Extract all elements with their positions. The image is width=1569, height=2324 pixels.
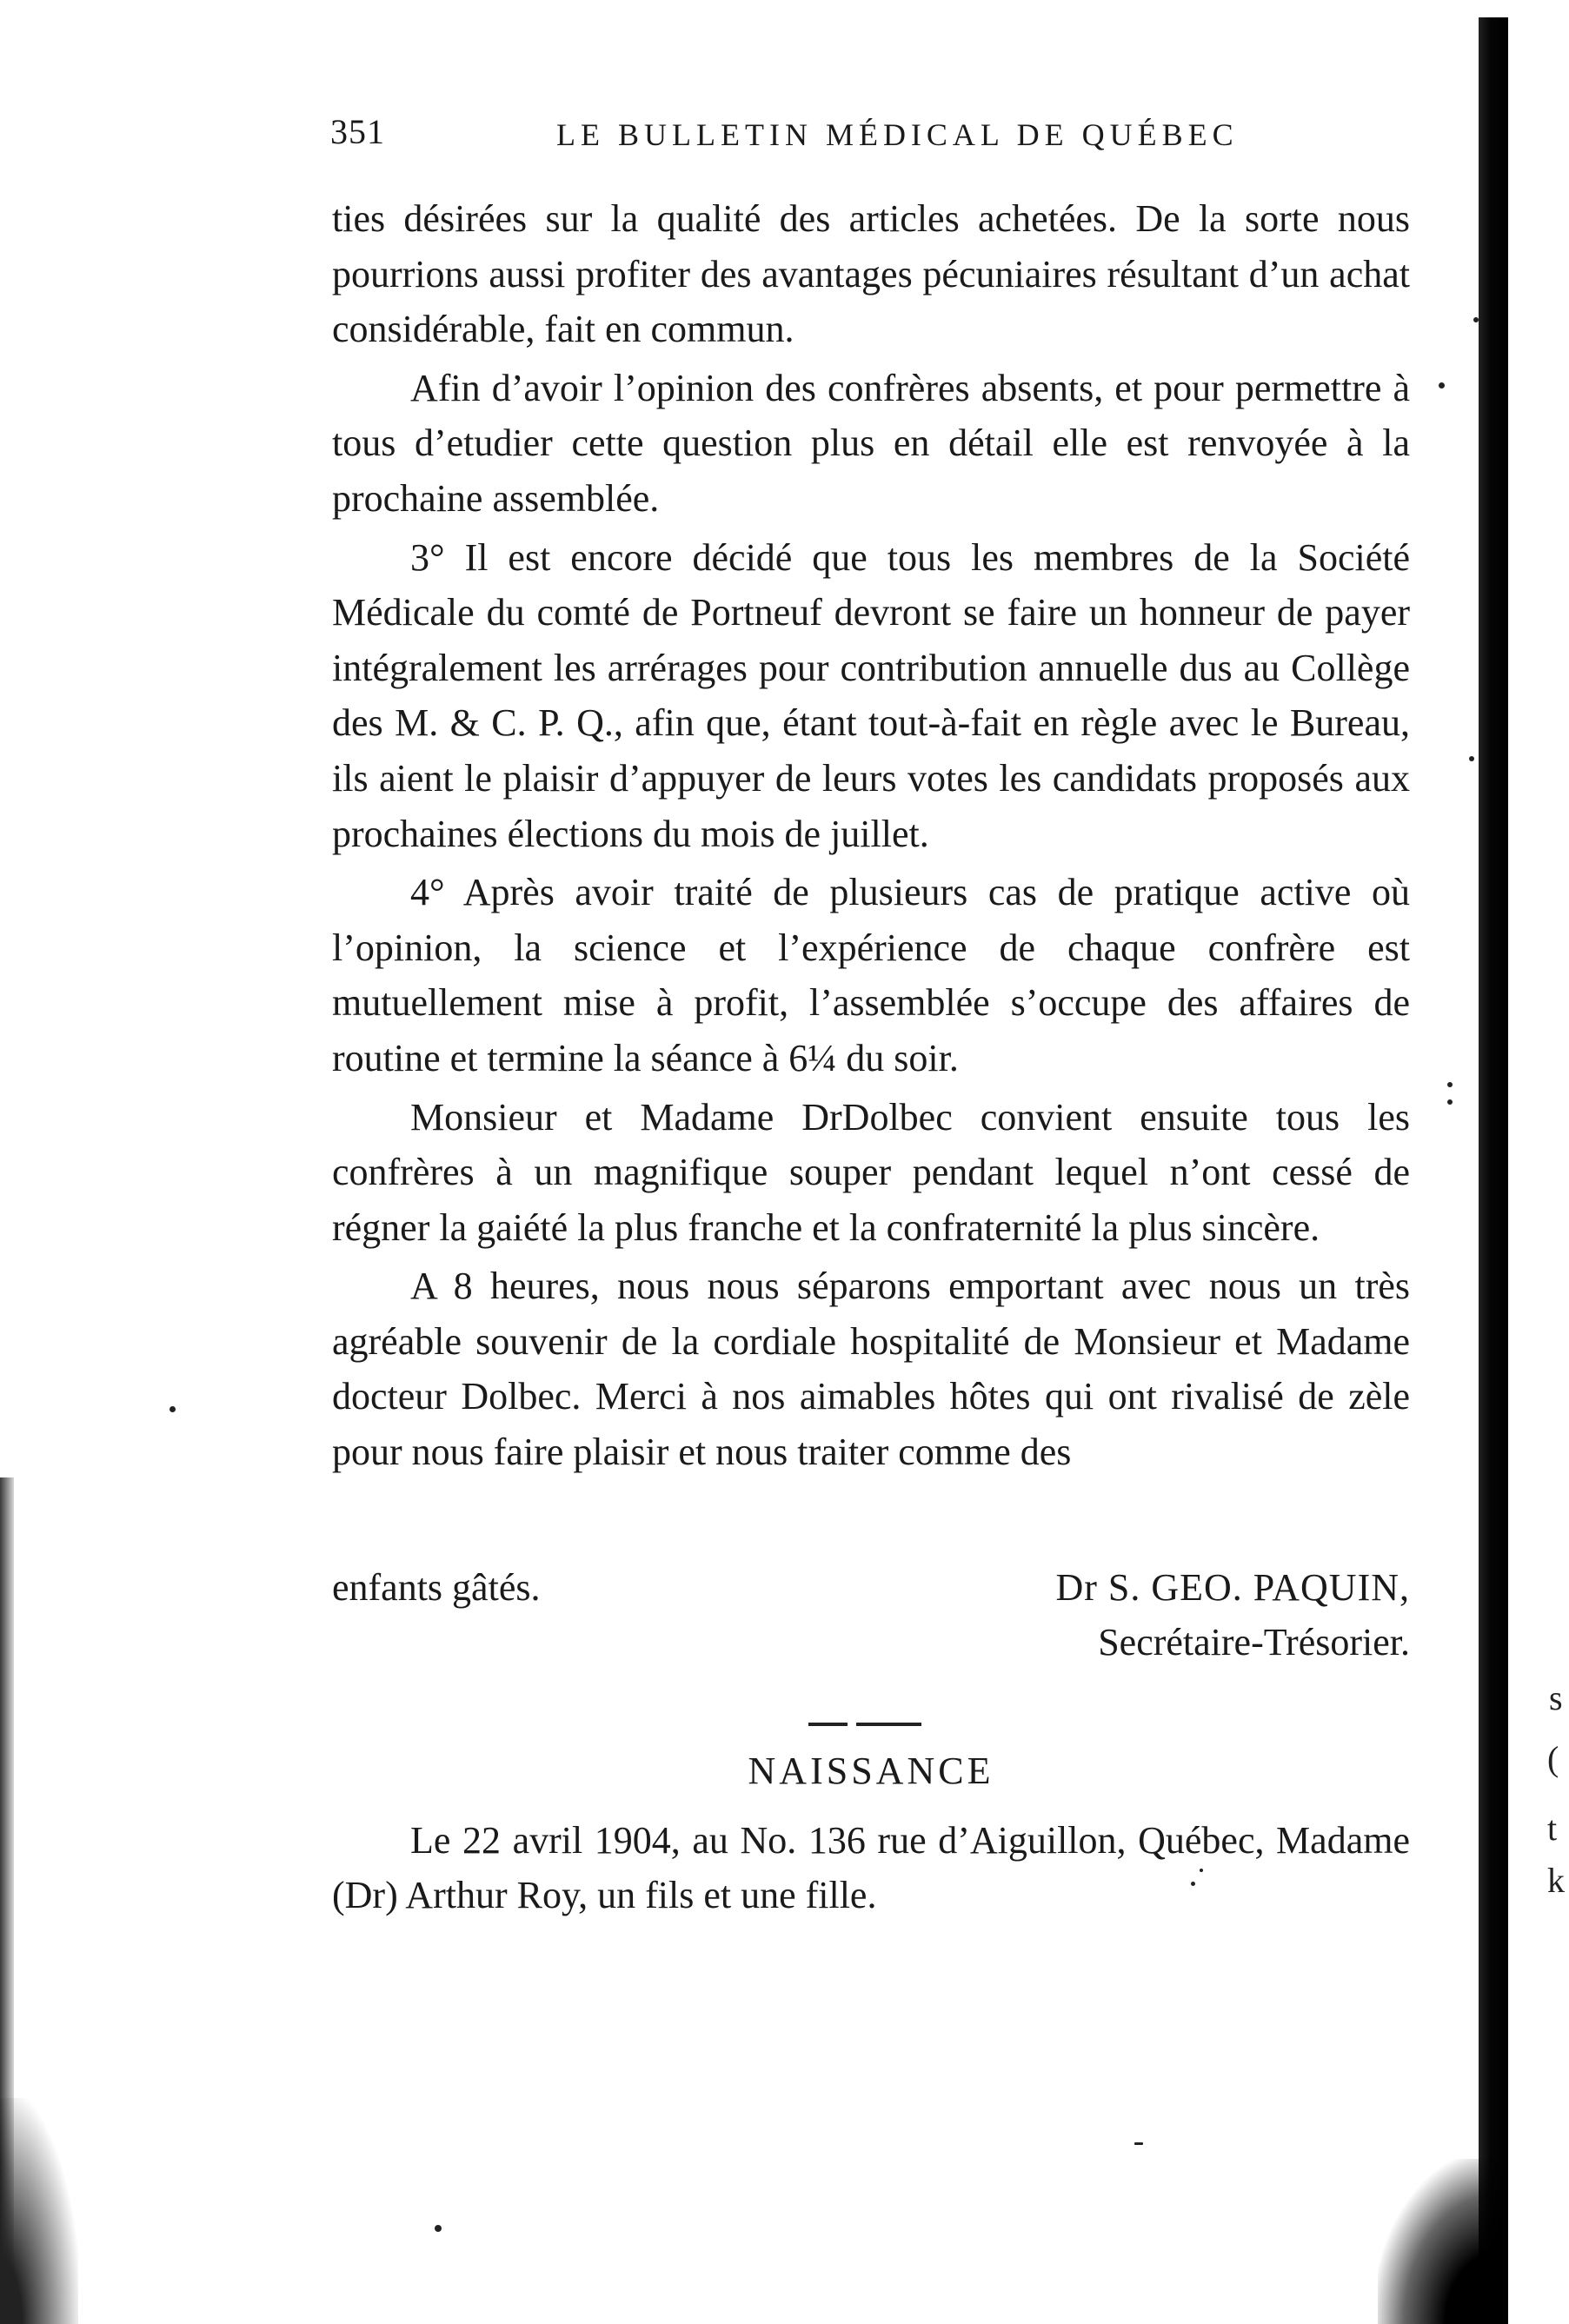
paragraph-item-4: 4° Après avoir traité de plusieurs cas de pratique active où l’opinion, la science et l’expérience de chaque confrère est mutuellement mise à profit, l’assemblée s’occupe des affaires de routine et termine la séance à 6¼ du soir.	[332, 871, 1410, 1079]
running-title: LE BULLETIN MÉDICAL DE QUÉBEC	[556, 117, 1239, 152]
margin-mark-paren: (	[1547, 1739, 1559, 1778]
scan-speck	[1447, 1082, 1453, 1087]
scan-shadow-bottom-left	[0, 2098, 78, 2324]
scan-speck	[1200, 1869, 1203, 1872]
closing-words: enfants gâtés.	[332, 1566, 541, 1609]
section-divider	[808, 1723, 921, 1726]
body-text	[332, 191, 1410, 1480]
scan-shadow-bottom-right	[1378, 2159, 1508, 2324]
birth-announcement	[332, 1813, 1410, 1922]
scan-speck	[1469, 756, 1474, 761]
paragraph-continuation: ties désirées sur la qualité des articles achetées. De la sorte nous pourrions aussi profiter des avantages pécuniaires résultant d’un achat considérable, fait en commun.	[332, 197, 1410, 351]
signature-title: Secrétaire-Trésorier.	[1098, 1621, 1410, 1663]
scan-speck	[1447, 1099, 1453, 1105]
margin-mark-k: k	[1547, 1861, 1565, 1900]
paragraph-item-3: 3° Il est encore décidé que tous les membres de la Société Médicale du comté de Portneuf devront se faire un honneur de payer intégralement les arrérages pour contribution annuelle dus au Collège des M. & C. P. Q., afin que, étant tout-à-fait en règle avec le Bureau, ils aient le plaisir d’appuyer de leurs votes les candidats proposés aux prochaines élections du mois de juillet.	[332, 535, 1410, 855]
scan-speck	[1473, 317, 1479, 322]
scan-speck	[435, 2225, 442, 2232]
margin-mark-s: s	[1549, 1678, 1563, 1717]
signature-name: Dr S. GEO. PAQUIN,	[1055, 1566, 1410, 1609]
paragraph-depart: A 8 heures, nous nous séparons emportant avec nous un très agréable souvenir de la cordiale hospitalité de Monsieur et Madame docteur Dolbec. Merci à nos aimables hôtes qui ont rivalisé de zèle pour nous faire plaisir et nous traiter comme des	[332, 1265, 1410, 1474]
scan-speck	[170, 1406, 176, 1412]
scan-speck	[1134, 2142, 1143, 2145]
scan-speck	[1439, 382, 1445, 388]
paragraph-souper: Monsieur et Madame DrDolbec convient ensuite tous les confrères à un magnifique souper pendant lequel n’ont cessé de régner la gaiété la plus franche et la confraternité la plus sincère.	[332, 1095, 1410, 1249]
page-header	[330, 111, 1408, 163]
announcement-text: Le 22 avril 1904, au No. 136 rue d’Aiguillon, Québec, Madame (Dr) Arthur Roy, un fils et une fille.	[332, 1819, 1410, 1916]
section-title: NAISSANCE	[748, 1750, 994, 1792]
page-number: 351	[330, 112, 385, 151]
paragraph-afin: Afin d’avoir l’opinion des confrères absents, et pour permettre à tous d’etudier cette question plus en détail elle est renvoyée à la prochaine assemblée.	[332, 366, 1410, 520]
margin-mark-t: t	[1547, 1809, 1558, 1848]
scan-edge-right	[1479, 17, 1508, 2324]
scan-speck	[1191, 1882, 1195, 1886]
